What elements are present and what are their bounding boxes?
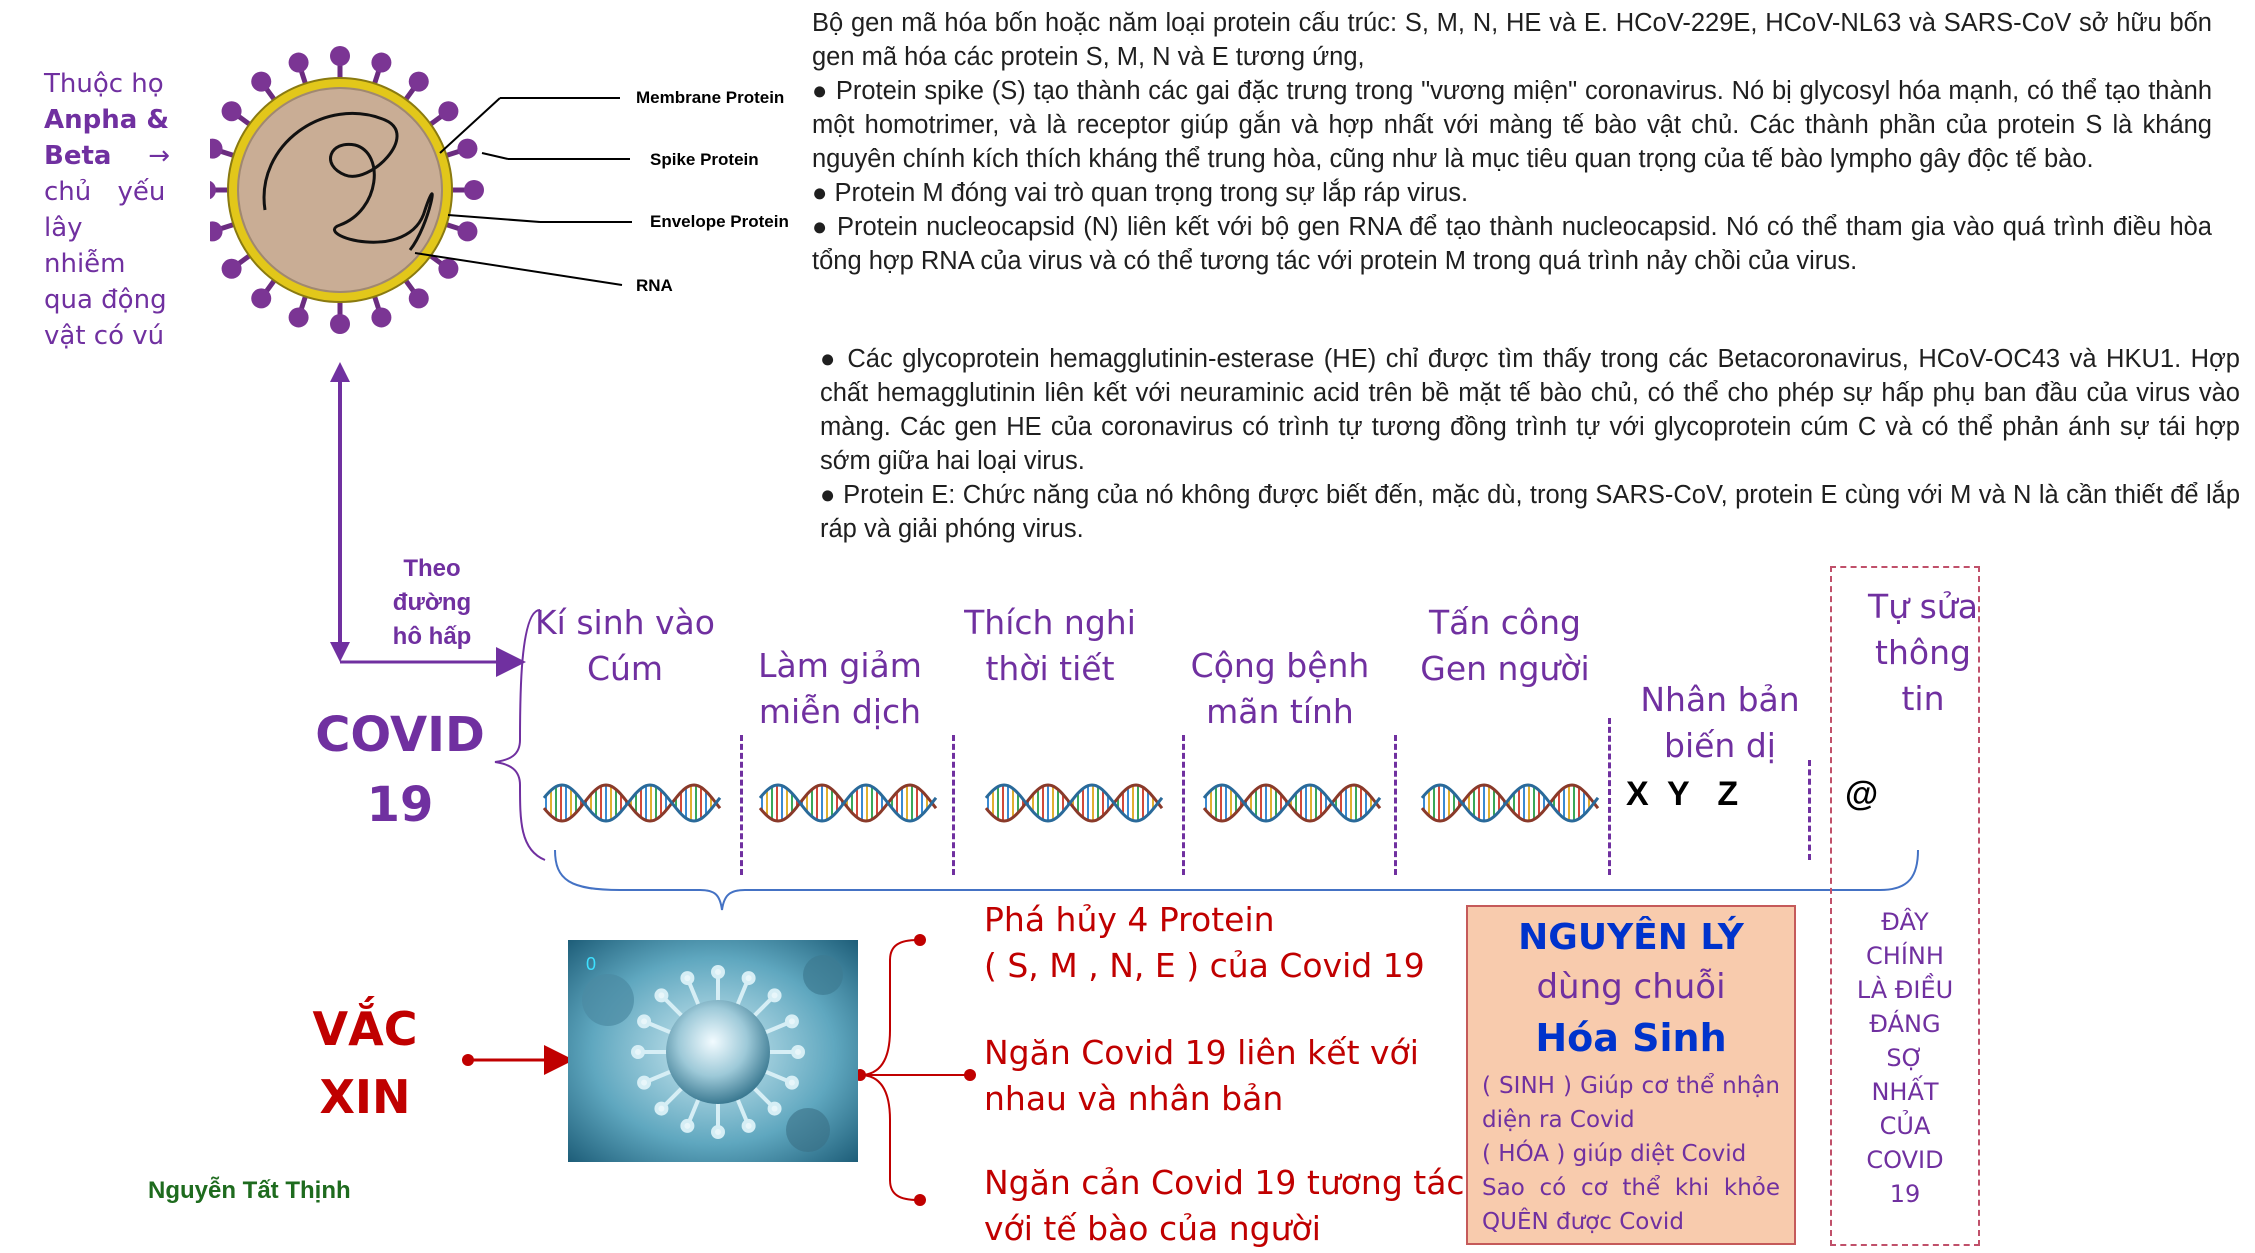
description-paragraph-1: Bộ gen mã hóa bốn hoặc năm loại protein cấu trúc: S, M, N, HE và E. HCoV-229E, HCoV-NL63 và SARS-CoV sở hữu bốn gen mã hóa các protein S, M, N và E tương ứng, (812, 9, 2212, 71)
route-label (372, 552, 492, 654)
description-paragraph-4: ● Protein nucleocapsid (N) liên kết với bộ gen RNA để tạo thành nucleocapsid. Nó có thể tham gia vào quá trình điều hòa tổng hợp RNA của virus và có thể tương tác với protein M trong quá trình nảy chồi của virus. (812, 213, 2212, 275)
stage-divider (1808, 760, 1811, 860)
stage-chronic-disease (1180, 643, 1380, 735)
left-note-line3: Beta (44, 141, 112, 171)
warning-line: 19 (1889, 1180, 1921, 1208)
left-note-line5: lây nhiễm (44, 213, 126, 279)
stage-adapt-weather (950, 600, 1150, 692)
covid-19-title (300, 700, 500, 840)
left-note-line7: vật có vú (44, 321, 165, 351)
covid-line2: 19 (366, 777, 434, 833)
principle-line-2: ( HÓA ) giúp diệt Covid (1482, 1141, 1747, 1167)
vaccine-effect-2 (984, 1030, 1419, 1122)
dna-helix-image (756, 770, 940, 836)
vaccine-line2: XIN (319, 1070, 411, 1124)
vaccine-effect-3 (984, 1160, 1465, 1252)
dna-helix-image (1200, 770, 1384, 836)
stage-reduce-immunity (740, 643, 940, 735)
left-note-line4: chủ yếu (44, 177, 166, 207)
stage-7-line2: thông (1875, 633, 1971, 672)
warning-text (1830, 905, 1980, 1211)
stage-4-line2: mãn tính (1206, 692, 1354, 731)
effect-2-line2: nhau và nhân bản (984, 1079, 1284, 1118)
warning-line: SỢ (1886, 1044, 1924, 1072)
stage-4-line1: Cộng bệnh (1190, 646, 1370, 685)
envelope-protein-label: Envelope Protein (650, 212, 789, 231)
stage-3-line2: thời tiết (985, 649, 1115, 688)
stage-attack-human-gene (1400, 600, 1610, 692)
stage-7-line3: tin (1901, 679, 1945, 718)
route-line3: hô hấp (392, 623, 472, 650)
principle-line-3: Sao có cơ thể khi khỏe QUÊN được Covid (1482, 1175, 1780, 1235)
stage-divider (740, 735, 743, 875)
stage-2-line1: Làm giảm (758, 646, 922, 685)
stage-replicate-mutate (1620, 677, 1820, 769)
dna-helix-image (982, 770, 1166, 836)
description-paragraph-5: ● Các glycoprotein hemagglutinin-esterase (HE) chỉ được tìm thấy trong các Betacoronavirus, HCoV-OC43 và HKU1. Hợp chất hemagglutinin liên kết với neuraminic acid trên bề mặt tế bào chủ, có thể cho phép sự hấp phụ ban đầu của virus vào màng. Các gen HE của coronavirus có trình tự tương đồng trình tự với glycoprotein cúm C và có thể phản ánh sự tái hợp sớm giữa hai loại virus. (820, 345, 2240, 475)
warning-line: ĐÁNG (1869, 1010, 1941, 1038)
stage-7-line1: Tự sửa (1868, 587, 1978, 626)
stage-5-line1: Tấn công (1429, 603, 1581, 642)
warning-line: ĐÂY (1881, 908, 1929, 936)
stage-3-line1: Thích nghi (964, 603, 1136, 642)
principle-title-1: NGUYÊN LÝ (1518, 917, 1744, 958)
vaccine-line1: VẮC (312, 1002, 418, 1056)
vaccine-title (300, 995, 430, 1131)
principle-line-1: ( SINH ) Giúp cơ thể nhận diện ra Covid (1482, 1073, 1780, 1133)
stage-parasitize-flu (520, 600, 730, 692)
principle-title-3: Hóa Sinh (1535, 1016, 1727, 1060)
effect-1-line1: Phá hủy 4 Protein (984, 900, 1275, 939)
right-arrow-icon: → (148, 141, 170, 171)
effect-bullet-3 (914, 1194, 926, 1206)
effect-1-line2: ( S, M , N, E ) của Covid 19 (984, 946, 1425, 985)
effect-3-line2: với tế bào của người (984, 1209, 1321, 1248)
left-note-line6: qua động (44, 285, 167, 315)
xyz-label: X Y Z (1626, 775, 1739, 813)
warning-line: LÀ ĐIỀU (1856, 976, 1954, 1004)
membrane-protein-label: Membrane Protein (636, 88, 785, 107)
dna-helix-image (540, 770, 724, 836)
description-paragraph-3: ● Protein M đóng vai trò quan trọng trong sự lắp ráp virus. (812, 179, 1469, 207)
spike-protein-label: Spike Protein (650, 150, 759, 169)
dna-helix-image (1418, 770, 1602, 836)
route-line1: Theo (403, 555, 461, 582)
covid-line1: COVID (315, 707, 485, 763)
stage-1-line1: Kí sinh vào (535, 603, 715, 642)
stage-6-line2: biến dị (1664, 726, 1776, 765)
description-paragraph-6: ● Protein E: Chức năng của nó không được biết đến, mặc dù, trong SARS-CoV, protein E cùng với M và N là cần thiết để lắp ráp và giải phóng virus. (820, 481, 2240, 543)
route-line2: đường (392, 589, 472, 616)
effect-3-line1: Ngăn cản Covid 19 tương tác (984, 1163, 1465, 1202)
warning-line: NHẤT (1871, 1078, 1939, 1106)
rna-label: RNA (636, 276, 673, 295)
warning-line: COVID (1866, 1146, 1944, 1174)
virus-3d-image (568, 940, 858, 1162)
effect-bullet-1 (914, 934, 926, 946)
down-arrow-icon (330, 642, 350, 662)
left-note-line1: Thuộc họ (44, 69, 164, 99)
principle-box (1466, 905, 1796, 1245)
left-note-line2: Anpha & (44, 105, 170, 135)
stage-divider (952, 735, 955, 875)
at-sign-label: @ (1845, 775, 1879, 813)
stage-6-line1: Nhân bản (1640, 680, 1800, 719)
svg-text:0: 0 (586, 954, 597, 974)
warning-line: CỦA (1879, 1112, 1931, 1140)
stage-5-line2: Gen người (1420, 649, 1590, 688)
warning-line: CHÍNH (1866, 942, 1944, 970)
stage-divider (1182, 735, 1185, 875)
author-name: Nguyễn Tất Thịnh (148, 1177, 351, 1204)
stage-2-line2: miễn dịch (758, 692, 922, 731)
up-arrow-icon (330, 362, 350, 382)
effect-2-line1: Ngăn Covid 19 liên kết với (984, 1033, 1419, 1072)
stage-divider (1394, 735, 1397, 875)
description-paragraph-2: ● Protein spike (S) tạo thành các gai đặc trưng trong "vương miện" coronavirus. Nó bị glycosyl hóa mạnh, có thể tạo thành một homotrimer, và là receptor giúp gắn và hợp nhất với màng tế bào vật chủ. Các thành phần của protein S là kháng nguyên chính kích thích kháng thể trung hòa, cũng như là mục tiêu quan trọng của tế bào lympho gây độc tế bào. (812, 77, 2212, 173)
principle-title-2: dùng chuỗi (1536, 967, 1726, 1007)
stage-1-line2: Cúm (586, 649, 664, 688)
vaccine-effect-1 (984, 897, 1425, 989)
effect-bullet-2 (964, 1069, 976, 1081)
stage-divider (1608, 718, 1611, 875)
